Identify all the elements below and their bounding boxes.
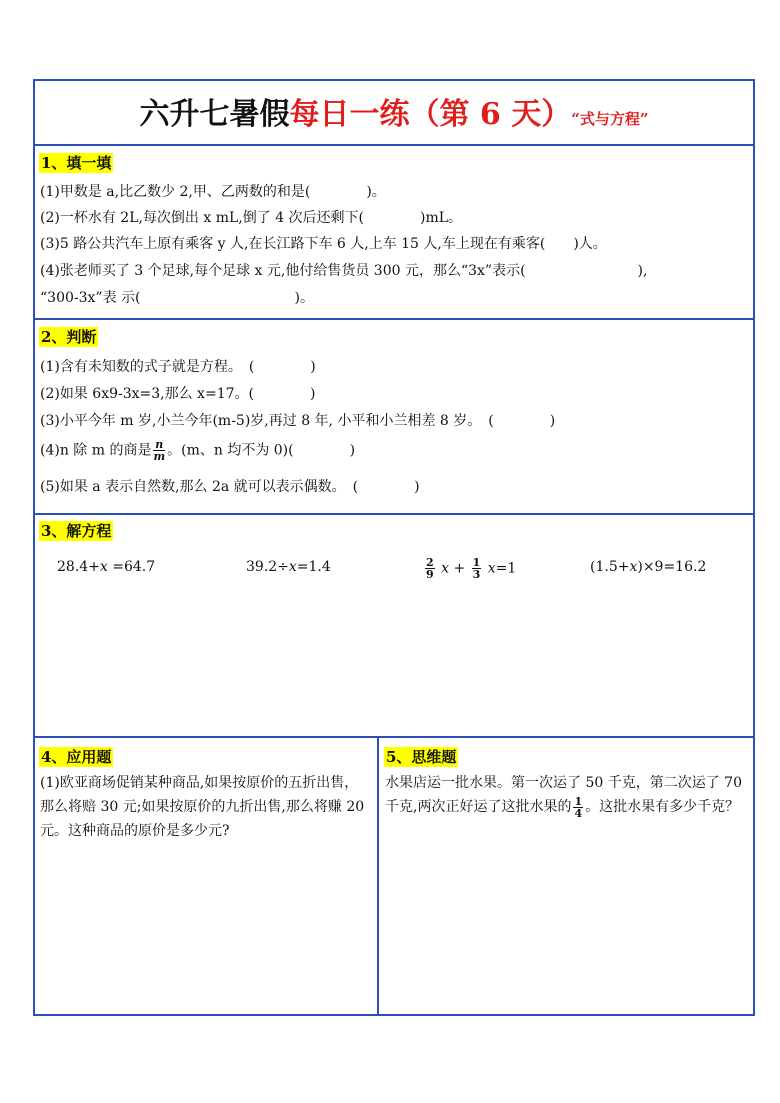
divider bbox=[35, 513, 753, 515]
judge-item-3: (3)小平今年 m 岁,小兰今年(m-5)岁,再过 8 年, 小平和小兰相差 8 岁。 ( ) bbox=[40, 413, 556, 429]
fill-item-2: (2)一杯水有 2L,每次倒出 x mL,倒了 4 次后还剩下( )mL。 bbox=[40, 210, 463, 226]
equation-4: (1.5+𝑥)×9=16.2 bbox=[590, 559, 707, 575]
frac-num: n bbox=[155, 438, 164, 451]
frac-den: 9 bbox=[426, 568, 434, 581]
divider bbox=[35, 736, 753, 738]
fraction-2-9 bbox=[425, 557, 435, 580]
thinking-text-before: 水果店运一批水果。第一次运了 50 千克，第二次运了 70 千克,两次正好运了这批水果的 bbox=[385, 775, 742, 815]
frac-num: 2 bbox=[426, 556, 434, 569]
judge-item-4-suffix: 。(m、n 均不为 0)( ) bbox=[167, 442, 356, 459]
fraction-1-4 bbox=[573, 796, 583, 819]
fill-item-3: (3)5 路公共汽车上原有乘客 y 人,在长江路下车 6 人,上车 15 人,车上现在有乘客( )人。 bbox=[40, 236, 607, 252]
fill-item-1: (1)甲数是 a,比乙数少 2,甲、乙两数的和是( )。 bbox=[40, 184, 386, 200]
judge-item-1: (1)含有未知数的式子就是方程。 ( ) bbox=[40, 359, 316, 375]
divider bbox=[35, 144, 753, 146]
section4-heading: 4、应用题 bbox=[41, 748, 112, 766]
judge-item-5: (5)如果 a 表示自然数,那么 2a 就可以表示偶数。 ( ) bbox=[40, 479, 420, 495]
frac-num: 1 bbox=[472, 556, 481, 569]
title-tag: “式与方程” bbox=[571, 110, 649, 128]
title-black: 六升七暑假 bbox=[139, 97, 290, 132]
worksheet-frame bbox=[33, 79, 755, 1016]
equation-1: 28.4+𝑥 =64.7 bbox=[57, 559, 156, 575]
section3-heading: 3、解方程 bbox=[41, 522, 112, 540]
thinking-problem bbox=[385, 771, 751, 819]
column-divider bbox=[377, 736, 379, 1014]
judge-item-4 bbox=[40, 439, 355, 462]
section1-heading: 1、填一填 bbox=[41, 154, 112, 172]
page-title bbox=[35, 89, 753, 133]
frac-den: 3 bbox=[472, 568, 481, 581]
judge-item-4-prefix: (4)n 除 m 的商是 bbox=[40, 442, 152, 459]
section2-heading: 2、判断 bbox=[41, 328, 97, 346]
word-problem: (1)欧亚商场促销某种商品,如果按原价的五折出售，那么将赔 30 元;如果按原价的九折出售,那么将赚 20 元。这种商品的原价是多少元? bbox=[40, 775, 365, 839]
equation-3 bbox=[423, 557, 516, 580]
frac-den: m bbox=[153, 450, 166, 463]
eq3-mid: 𝑥 + bbox=[441, 560, 466, 577]
fill-item-4: (4)张老师买了 3 个足球,每个足球 x 元,他付给售货员 300 元，那么“3x”表示( ), bbox=[40, 263, 648, 279]
frac-num: 1 bbox=[574, 794, 583, 808]
fill-item-4-cont: “300-3x”表 示( )。 bbox=[40, 290, 314, 306]
equation-2: 39.2÷𝑥=1.4 bbox=[246, 559, 331, 575]
eq3-end: 𝑥=1 bbox=[487, 560, 517, 577]
judge-item-2: (2)如果 6x9-3x=3,那么 x=17。( ) bbox=[40, 386, 316, 402]
thinking-text-after: 。这批水果有多少千克？ bbox=[585, 799, 740, 815]
divider bbox=[35, 318, 753, 320]
title-red: 每日一练（第 6 天） bbox=[289, 97, 572, 132]
fraction-1-3 bbox=[472, 557, 482, 580]
frac-den: 4 bbox=[574, 806, 583, 820]
section5-heading: 5、思维题 bbox=[386, 748, 457, 766]
fraction-n-over-m bbox=[153, 439, 165, 462]
